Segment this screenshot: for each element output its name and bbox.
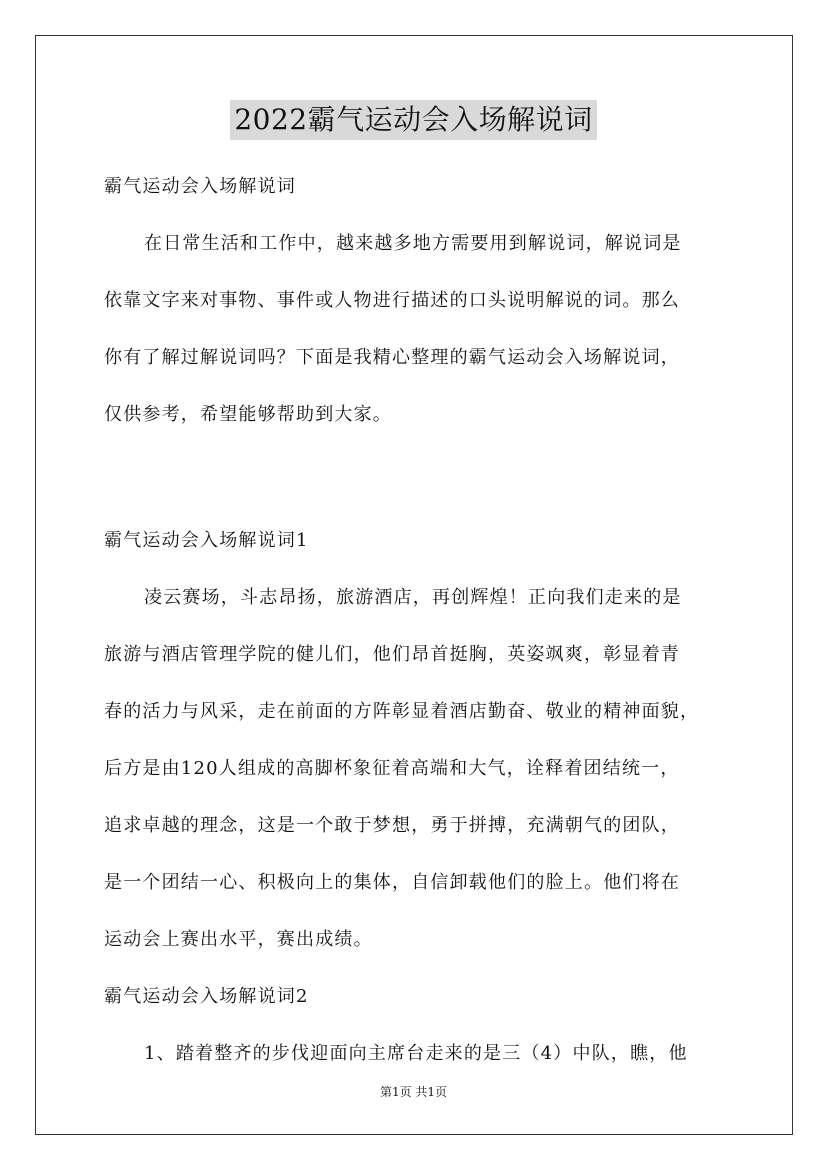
document-title: 2022霸气运动会入场解说词	[230, 100, 596, 140]
subtitle-heading: 霸气运动会入场解说词	[104, 176, 296, 197]
intro-paragraph-line: 仅供参考，希望能够帮助到大家。	[104, 404, 392, 425]
section-2-paragraph-line: 1、踏着整齐的步伐迎面向主席台走来的是三（4）中队，瞧，他	[144, 1043, 688, 1064]
section-1-paragraph-line: 运动会上赛出水平，赛出成绩。	[104, 929, 373, 950]
section-1-paragraph-line: 春的活力与风采，走在前面的方阵彰显着酒店勤奋、敬业的精神面貌，	[104, 701, 700, 722]
section-1-paragraph-line: 凌云赛场，斗志昂扬，旅游酒店，再创辉煌！正向我们走来的是	[144, 587, 682, 608]
intro-paragraph-line: 你有了解过解说词吗？下面是我精心整理的霸气运动会入场解说词，	[104, 347, 680, 368]
intro-paragraph-line: 依靠文字来对事物、事件或人物进行描述的口头说明解说的词。那么	[104, 290, 680, 311]
section-heading-2: 霸气运动会入场解说词2	[104, 986, 309, 1007]
intro-paragraph-line: 在日常生活和工作中，越来越多地方需要用到解说词，解说词是	[144, 233, 682, 254]
section-1-paragraph-line: 追求卓越的理念，这是一个敢于梦想，勇于拼搏，充满朝气的团队，	[104, 815, 680, 836]
section-heading-1: 霸气运动会入场解说词1	[104, 530, 309, 551]
section-1-paragraph-line: 是一个团结一心、积极向上的集体，自信卸载他们的脸上。他们将在	[104, 872, 680, 893]
title-container	[0, 100, 827, 140]
section-1-paragraph-line: 旅游与酒店管理学院的健儿们，他们昂首挺胸，英姿飒爽，彰显着青	[104, 644, 680, 665]
page-footer: 第1页 共1页	[379, 1085, 448, 1099]
document-body	[104, 175, 734, 1066]
section-1-paragraph-line: 后方是由120人组成的高脚杯象征着高端和大气，诠释着团结统一，	[104, 758, 680, 779]
